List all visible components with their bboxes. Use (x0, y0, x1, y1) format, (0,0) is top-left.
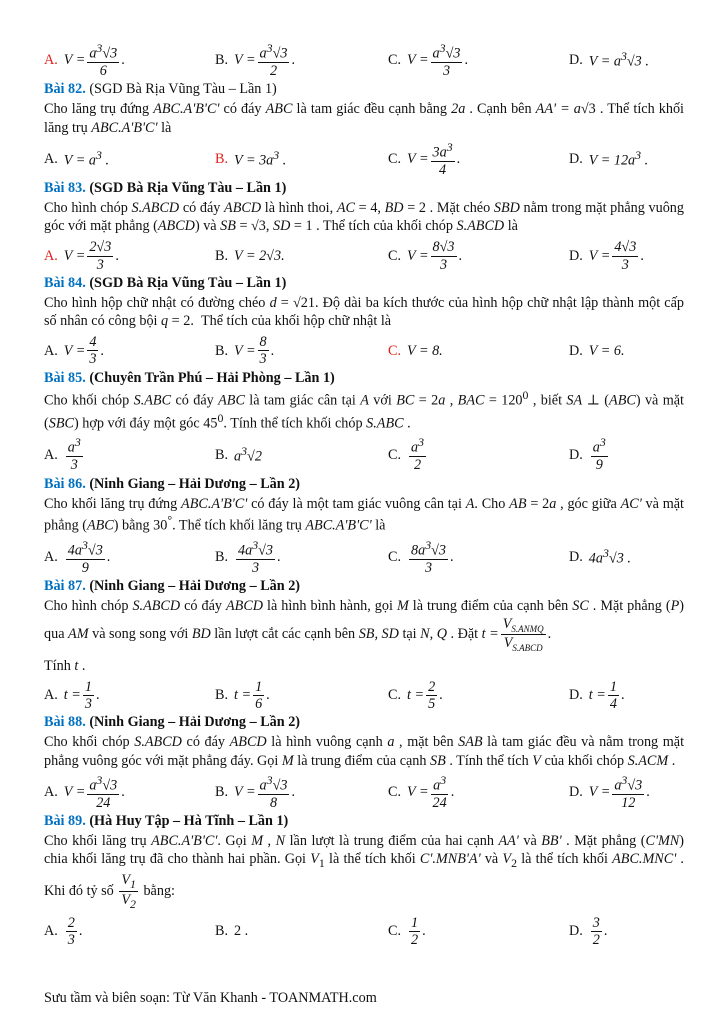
option-a: A. V = $\frac{a^3√3}{6}$ . (44, 41, 125, 80)
problem-title: Bài 82. (SGD Bà Rịa Vũng Tàu – Lần 1) (44, 81, 277, 98)
problem-title: Bài 86. (Ninh Giang – Hải Dương – Lần 2) (44, 475, 301, 492)
options: A. $\frac{4a^3√3}{9}$ . B. $\frac{4a^3√3}{3}$ . C. $\frac{8a^3√3}{3}$ . D. $4a^3√3$ . (44, 537, 631, 576)
page-footer: Sưu tầm và biên soạn: Từ Văn Khanh - TOANMATH.com (44, 990, 377, 1006)
option-letter: D. (569, 52, 583, 69)
problem-87: Bài 87. (Ninh Giang – Hải Dương – Lần 2) Cho hình chóp S.ABCD có đáy ABCD là hình bình hành, gọi M là trung điểm của cạnh bên SC . Mặt phẳng (P) qua AM và song song với BD lần lượt cắt các cạnh bên SB, SD tại N, Q . Đặt t = $\frac{V_{S.ANMQ}}{V_{S.ABCD}}$ . Tính t . A. t = $\frac{1}{3}$ . B. t = $\frac{1}{6}$ . C. t = $\frac{2}{5}$ . D. t = $\frac{1}{4}$ . (44, 578, 684, 712)
option-c: C. V = $\frac{a^3√3}{3}$ . (388, 41, 468, 80)
option-letter: A. (44, 52, 58, 69)
option-letter: B. (215, 52, 229, 69)
option-b: B. V = $\frac{a^3√3}{2}$ . (215, 41, 295, 80)
problem-title: Bài 88. (Ninh Giang – Hải Dương – Lần 2) (44, 714, 301, 731)
option-letter: C. (388, 52, 402, 69)
problem-stem: Cho hình chóp S.ABCD có đáy ABCD là hình thoi, AC = 4, BD = 2 . Mặt chéo SBD nằm trong mặt phẳng vuông góc với mặt phẳng (ABCD) và SB = √3, SD = 1 . Thể tích của khối chóp S.ABCD là (44, 199, 684, 235)
problem-title: Bài 89. (Hà Huy Tập – Hà Tĩnh – Lần 1) (44, 812, 289, 829)
problem-stem: Cho hình chóp S.ABCD có đáy ABCD là hình bình hành, gọi M là trung điểm của cạnh bên SC . Mặt phẳng (P) qua AM và song song với BD lần lượt cắt các cạnh bên SB, SD tại N, Q . Đặt t = $\frac{V_{S.ANMQ}}{V_{S.ABCD}}$ . (44, 597, 684, 653)
problem-88 (44, 713, 684, 811)
options: A. V = $\frac{a^3√3}{24}$ . B. V = $\frac{a^3√3}{8}$ . C. V = $\frac{a^3}{24}$ . D. V = $\frac{a^3√3}{12}$ . (44, 772, 650, 811)
problem-title: Bài 87. (Ninh Giang – Hải Dương – Lần 2) (44, 578, 301, 595)
option-d: D. $V = a^3√3$ . (569, 49, 649, 71)
problem-83 (44, 179, 684, 273)
problem-86 (44, 475, 684, 576)
problem-85 (44, 369, 684, 474)
options: A. V = $\frac{2√3}{3}$ . B. V = 2√3. C. V = $\frac{8√3}{3}$ . D. V = $\frac{4√3}{3}$ . (44, 239, 644, 273)
problem-stem: Cho hình hộp chữ nhật có đường chéo d = √21. Độ dài ba kích thước của hình hộp chữ nhật lập thành một cấp số nhân có công bội q = 2. Thể tích của khối hộp chữ nhật là (44, 294, 684, 330)
options: A. t = $\frac{1}{3}$ . B. t = $\frac{1}{6}$ . C. t = $\frac{2}{5}$ . D. t = $\frac{1}{4}$ . (44, 678, 625, 712)
problem-82 (44, 80, 684, 178)
problem-stem: Cho khối lăng trụ ABC.A'B'C'. Gọi M , N lần lượt là trung điểm của hai cạnh AA' và BB' . Mặt phẳng (C'MN) chia khối lăng trụ đã cho thành hai phần. Gọi $V_1$ là thể tích khối C'.MNB'A' và $V_2$ là thể tích khối ABC.MNC' . Khi đó tỷ số $\frac{V_1}{V_2}$ bằng: (44, 832, 684, 912)
problem-stem: Cho lăng trụ đứng ABC.A'B'C' có đáy ABC là tam giác đều cạnh bằng 2a . Cạnh bên AA' = a√3 . Thể tích khối lăng trụ ABC.A'B'C' là (44, 101, 684, 136)
top-options (44, 42, 684, 79)
problem-89 (44, 812, 684, 948)
problem-title: Bài 84. (SGD Bà Rịa Vũng Tàu – Lần 1) (44, 274, 287, 291)
document-page (44, 42, 684, 949)
options: A. $V = a^3$ . B. $V = 3a^3$ . C. V = $\frac{3a^3}{4}$ . D. $V = 12a^3$ . (44, 139, 649, 178)
options: A. $\frac{2}{3}$ . B. 2 . C. $\frac{1}{2}$ . D. $\frac{3}{2}$ . (44, 914, 608, 948)
problem-84 (44, 274, 684, 368)
problem-stem: Cho khối chóp S.ABCD có đáy ABCD là hình vuông cạnh a , mặt bên SAB là tam giác đều và nằm trong mặt phẳng vuông góc với mặt phẳng đáy. Gọi M là trung điểm của cạnh SB . Tính thể tích V của khối chóp S.ACM . (44, 734, 685, 769)
problem-stem: Cho khối chóp S.ABC có đáy ABC là tam giác cân tại A với BC = 2a , BAC = $120^0$ , biết SA ⊥ (ABC) và mặt (SBC) hợp với đáy một góc $45^0$. Tính thể tích khối chóp S.ABC . (44, 388, 684, 432)
options: A. $\frac{a^3}{3}$ B. $a^3√2$ C. $\frac{a^3}{2}$ D. $\frac{a^3}{9}$ (44, 435, 606, 474)
problem-stem: Cho khối lăng trụ đứng ABC.A'B'C' có đáy là một tam giác vuông cân tại A. Cho AB = 2a , góc giữa AC' và mặt phẳng (ABC) bằng 30°. Thể tích khối lăng trụ ABC.A'B'C' là (44, 495, 684, 534)
problem-title: Bài 85. (Chuyên Trần Phú – Hải Phòng – Lần 1) (44, 369, 335, 386)
problem-title: Bài 83. (SGD Bà Rịa Vũng Tàu – Lần 1) (44, 179, 287, 196)
options: A. V = $\frac{4}{3}$ . B. V = $\frac{8}{3}$ . C. V = 8. D. V = 6. (44, 334, 625, 368)
